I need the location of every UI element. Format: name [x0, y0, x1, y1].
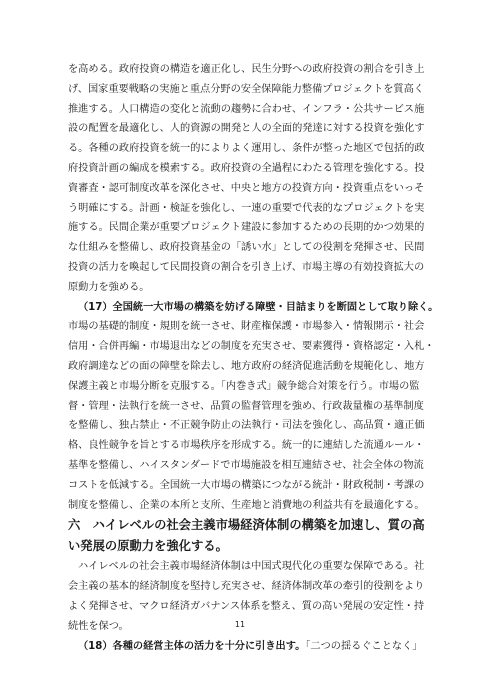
- section-6-heading: い発展の原動力を強化する。: [68, 539, 228, 554]
- text-line: 格、良性競争を旨とする市場秩序を形成する。統一的に連結した流通ルール・: [68, 440, 425, 452]
- text-line: 投資の活力を喚起して民間投資の割合を引き上げ、市場主導の有効投資拡大の: [68, 261, 425, 273]
- text-line: 会主義の基本的経済制度を堅持し充実させ、経済体制改革の牽引的役割をより: [68, 581, 425, 593]
- text-line: 府投資計画の編成を模索する。政府投資の全過程にわたる管理を強化する。投: [68, 162, 425, 174]
- text-line: 保護主義と市場分断を克服する。「内巻き式」競争総合対策を行う。市場の監: [68, 380, 420, 392]
- item-18: [68, 637, 423, 657]
- text-line: 政府調達などの面の障壁を除去し、地方政府の経済促進活動を規範化し、地方: [68, 360, 425, 372]
- text-line: 推進する。人口構造の変化と流動の趨勢に合わせ、インフラ・公共サービス施: [68, 103, 425, 115]
- text-line: げ、国家重要戦略の実施と重点分野の安全保障能力整備プロジェクトを質高く: [68, 83, 424, 95]
- section-6: [68, 515, 425, 636]
- item-17: [68, 298, 439, 516]
- text-line: ハイレベルの社会主義市場経済体制は中国式現代化の重要な保障である。社: [78, 561, 425, 573]
- text-line: う明確にする。計画・検証を強化し、一連の重要で代表的なプロジェクトを実: [68, 202, 425, 214]
- text-line: 基準を整備し、ハイスタンダードで市場施設を相互連結させ、社会全体の物流: [68, 459, 424, 471]
- text-line: 原動力を強める。: [68, 281, 150, 293]
- text-line: 資審査・認可制度改革を深化させ、中央と地方の投資方向・投資重点をいっそ: [68, 182, 425, 194]
- paragraph-investment: [68, 60, 425, 298]
- text-line: 施する。民間企業が重要プロジェクト建設に参加するための長期的かつ効果的: [68, 222, 425, 234]
- text-line: 続性を保つ。: [68, 620, 129, 632]
- text-line: コストを低減する。全国統一大市場の構築につながる統計・財政税制・考課の: [68, 479, 425, 491]
- text-line: よく発揮させ、マクロ経済ガバナンス体系を整え、質の高い発展の安定性・持: [68, 600, 425, 612]
- text-line: 設の配置を最適化し、人的資源の開発と人の全面的発達に対する投資を強化す: [68, 123, 425, 135]
- text-line: な仕組みを整備し、政府投資基金の「誘い水」としての役割を発揮させ、民間: [68, 242, 425, 254]
- page-number: 11: [234, 620, 246, 629]
- section-6-heading: 六 ハイレベルの社会主義市場経済体制の構築を加速し、質の高: [68, 518, 425, 533]
- item-18-text: 「二つの揺るぐことなく」: [305, 640, 423, 652]
- text-line: 督・管理・法執行を統一させ、品質の監督管理を強め、行政裁量権の基準制度: [68, 400, 424, 412]
- text-line: を整備し、独占禁止・不正競争防止の法執行・司法を強化し、高品質・適正価: [68, 420, 425, 432]
- text-line: 制度を整備し、企業の本所と支所、生産地と消費地の利益共有を最適化する。: [68, 499, 425, 511]
- text-line: を高める。政府投資の構造を適正化し、民生分野への政府投資の割合を引き上: [68, 64, 425, 75]
- text-line: 市場の基礎的制度・規則を統一させ、財産権保護・市場参入・情報開示・社会: [68, 321, 425, 333]
- text-line: 信用・合併再編・市場退出などの制度を充実させ、要素獲得・資格認定・入札・: [68, 341, 435, 353]
- item-18-heading: （18）各種の経営主体の活力を十分に引き出す。: [78, 640, 306, 652]
- text-line: る。各種の政府投資を統一的によりよく運用し、条件が整った地区で包括的政: [68, 143, 425, 155]
- item-17-heading: （17）全国統一大市場の構築を妨げる障壁・目詰まりを断固として取り除く。: [78, 301, 439, 313]
- page-content: [68, 60, 439, 656]
